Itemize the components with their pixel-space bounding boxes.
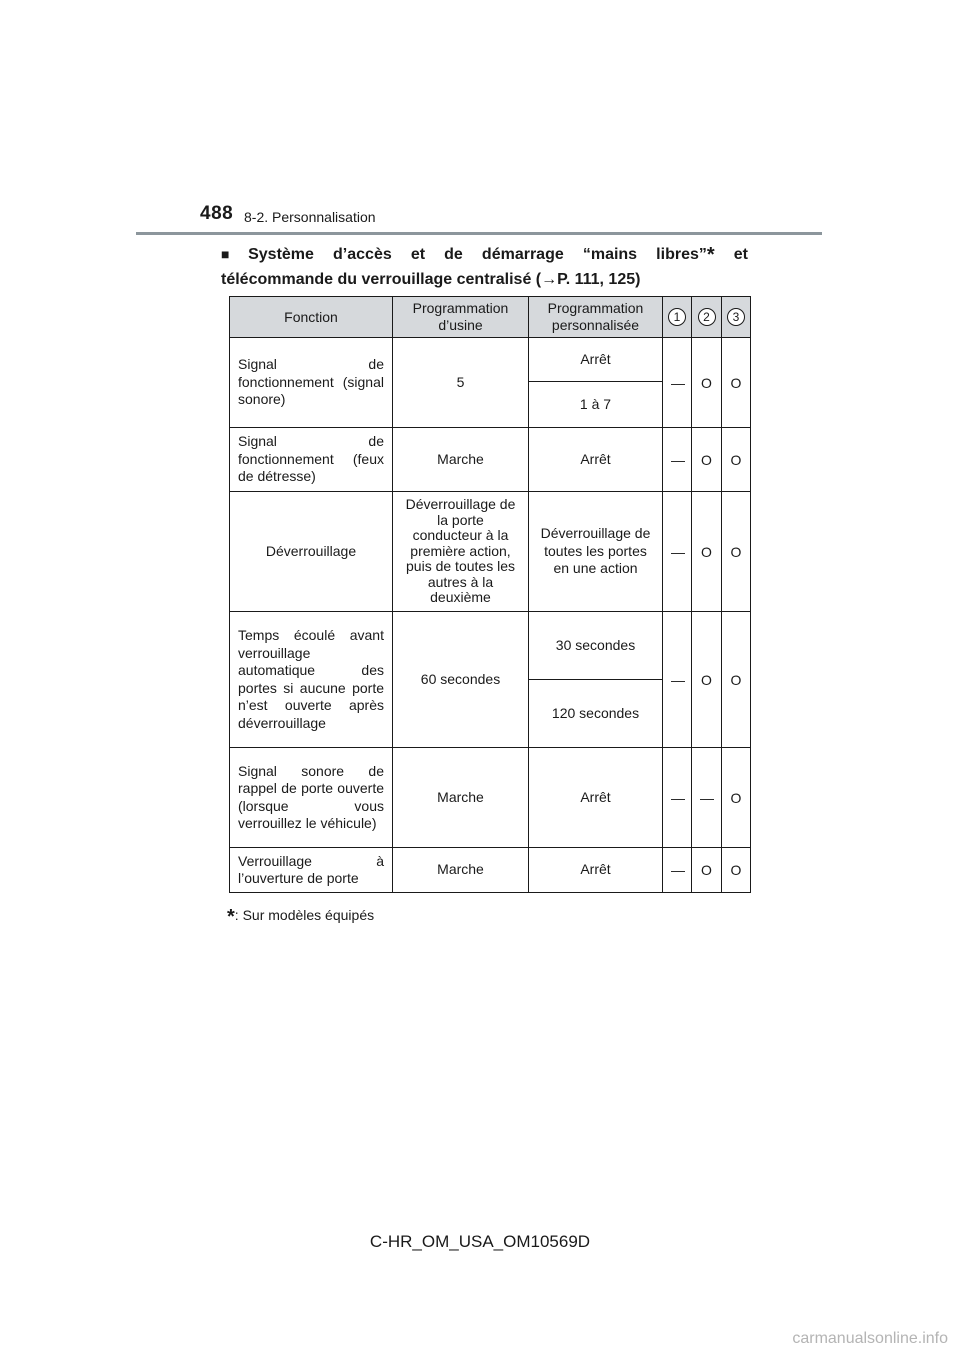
method-2-mark: O xyxy=(692,428,722,492)
table-row xyxy=(230,492,751,612)
heading-line-2 xyxy=(221,267,748,292)
circled-number-3-icon: 3 xyxy=(727,308,745,326)
heading-title-part-1: Système d’accès et de démarrage “mains libres” xyxy=(248,246,707,263)
method-3-mark: O xyxy=(722,428,751,492)
method-3-mark: O xyxy=(722,492,751,612)
header-divider xyxy=(136,232,822,235)
factory-setting-cell: 5 xyxy=(393,338,529,428)
column-header-factory: Programmation d’usine xyxy=(393,297,529,338)
footnote-text: : Sur modèles équipés xyxy=(234,907,375,923)
method-1-mark: — xyxy=(663,428,692,492)
factory-setting-cell: 60 secondes xyxy=(393,612,529,748)
method-1-mark: — xyxy=(663,492,692,612)
method-1-mark: — xyxy=(663,612,692,748)
factory-setting-cell: Marche xyxy=(393,848,529,893)
factory-setting-cell: Déverrouillage de la porte conducteur à la première action, puis de toutes les autres à la deuxième xyxy=(393,492,529,612)
table-row xyxy=(230,748,751,848)
method-3-mark: O xyxy=(722,612,751,748)
function-cell: Signal de fonctionnement (signal sonore) xyxy=(230,338,393,428)
column-header-method-3 xyxy=(722,297,751,338)
section-heading xyxy=(221,242,748,292)
function-cell: Temps écoulé avant verrouillage automatique des portes si aucune porte n’est ouverte après déverrouillage xyxy=(230,612,393,748)
watermark: carmanualsonline.info xyxy=(792,1330,948,1347)
document-code: C-HR_OM_USA_OM10569D xyxy=(369,1232,591,1251)
method-3-mark: O xyxy=(722,338,751,428)
table-row xyxy=(230,848,751,893)
method-1-mark: — xyxy=(663,748,692,848)
section-label: 8-2. Personnalisation xyxy=(244,209,376,225)
custom-setting-cell: Arrêt xyxy=(529,428,663,492)
heading-title-end: et xyxy=(714,246,748,263)
function-cell: Signal de fonctionnement (feux de détresse) xyxy=(230,428,393,492)
custom-setting-cell: 1 à 7 xyxy=(529,382,663,428)
column-header-custom: Programmation personnalisée xyxy=(529,297,663,338)
custom-setting-cell: Arrêt xyxy=(529,848,663,893)
custom-setting-cell: 30 secondes xyxy=(529,612,663,680)
heading-title-part-2: télécommande du verrouillage centralisé ( xyxy=(221,271,542,288)
function-cell: Déverrouillage xyxy=(230,492,393,612)
circled-number-2-icon: 2 xyxy=(698,308,716,326)
page-number: 488 xyxy=(200,203,234,224)
page-reference-link: P. 111, 125) xyxy=(557,271,641,288)
square-bullet-icon: ■ xyxy=(221,246,245,262)
heading-line-1 xyxy=(221,242,748,267)
factory-setting-cell: Marche xyxy=(393,428,529,492)
table-row xyxy=(230,428,751,492)
custom-setting-cell: Arrêt xyxy=(529,748,663,848)
customization-table xyxy=(229,296,751,893)
custom-setting-cell: Arrêt xyxy=(529,338,663,382)
function-cell: Signal sonore de rappel de porte ouverte (lorsque vous verrouillez le véhicule) xyxy=(230,748,393,848)
table-header-row xyxy=(230,297,751,338)
method-2-mark: — xyxy=(692,748,722,848)
column-header-function: Fonction xyxy=(230,297,393,338)
factory-setting-cell: Marche xyxy=(393,748,529,848)
method-3-mark: O xyxy=(722,848,751,893)
custom-setting-cell: 120 secondes xyxy=(529,680,663,748)
column-header-method-1 xyxy=(663,297,692,338)
table-row xyxy=(230,338,751,382)
method-2-mark: O xyxy=(692,848,722,893)
circled-number-1-icon: 1 xyxy=(668,308,686,326)
method-1-mark: — xyxy=(663,338,692,428)
column-header-method-2 xyxy=(692,297,722,338)
arrow-right-icon: → xyxy=(541,271,558,288)
method-2-mark: O xyxy=(692,612,722,748)
footnote-asterisk: * xyxy=(227,906,235,928)
custom-setting-cell: Déverrouillage de toutes les portes en une action xyxy=(529,492,663,612)
function-cell: Verrouillage à l’ouverture de porte xyxy=(230,848,393,893)
asterisk-marker: * xyxy=(706,244,715,266)
table-row xyxy=(230,612,751,680)
method-2-mark: O xyxy=(692,338,722,428)
footnote xyxy=(227,906,374,929)
method-3-mark: O xyxy=(722,748,751,848)
method-2-mark: O xyxy=(692,492,722,612)
method-1-mark: — xyxy=(663,848,692,893)
